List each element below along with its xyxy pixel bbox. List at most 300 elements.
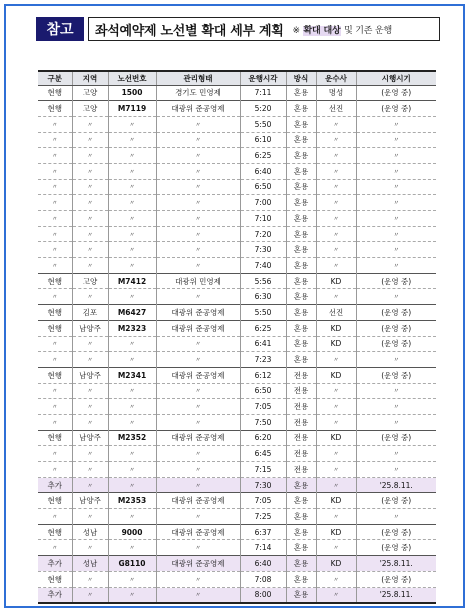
- cell-route-number: 〃: [108, 399, 156, 415]
- title-note: [293, 23, 392, 36]
- cell-region: 〃: [72, 414, 108, 430]
- cell-start-date: (운영 중): [356, 320, 436, 336]
- cell-category: 현행: [38, 524, 72, 540]
- cell-start-date: 〃: [356, 195, 436, 211]
- cell-management-type: 〃: [156, 446, 240, 462]
- table-row: [38, 587, 436, 603]
- cell-departure-time: 7:23: [240, 352, 286, 368]
- cell-departure-time: 6:20: [240, 430, 286, 446]
- cell-start-date: (운영 중): [356, 524, 436, 540]
- cell-management-type: 대광위 준공영제: [156, 524, 240, 540]
- cell-departure-time: 5:56: [240, 273, 286, 289]
- cell-route-number: 〃: [108, 571, 156, 587]
- cell-route-number: 〃: [108, 446, 156, 462]
- cell-departure-time: 7:20: [240, 226, 286, 242]
- cell-route-number: 〃: [108, 414, 156, 430]
- cell-mode: 전용: [286, 383, 316, 399]
- col-header-departure-time: 운행시각: [240, 71, 286, 85]
- cell-route-number: 〃: [108, 179, 156, 195]
- cell-mode: 혼용: [286, 477, 316, 493]
- cell-region: 〃: [72, 383, 108, 399]
- cell-category: 〃: [38, 211, 72, 227]
- cell-route-number: 〃: [108, 211, 156, 227]
- page-title: 좌석예약제 노선별 확대 세부 계획: [95, 23, 284, 39]
- cell-region: 〃: [72, 179, 108, 195]
- title-row: [36, 17, 440, 43]
- cell-start-date: 〃: [356, 242, 436, 258]
- cell-departure-time: 5:20: [240, 101, 286, 117]
- col-header-management-type: 관리형태: [156, 71, 240, 85]
- cell-departure-time: 7:30: [240, 477, 286, 493]
- cell-route-number: M2323: [108, 320, 156, 336]
- cell-operator: 〃: [316, 226, 356, 242]
- table-row: [38, 305, 436, 321]
- cell-start-date: (운영 중): [356, 540, 436, 556]
- cell-region: 〃: [72, 195, 108, 211]
- cell-operator: 〃: [316, 477, 356, 493]
- table-header-row: [38, 71, 436, 85]
- cell-region: 〃: [72, 587, 108, 603]
- cell-mode: 혼용: [286, 571, 316, 587]
- table-row: [38, 556, 436, 572]
- table-row: [38, 367, 436, 383]
- cell-region: 〃: [72, 148, 108, 164]
- cell-region: 〃: [72, 116, 108, 132]
- table-row: [38, 289, 436, 305]
- cell-category: 현행: [38, 273, 72, 289]
- cell-region: 고양: [72, 273, 108, 289]
- table-row: [38, 414, 436, 430]
- table-row: [38, 273, 436, 289]
- cell-route-number: M2352: [108, 430, 156, 446]
- cell-operator: 명성: [316, 85, 356, 101]
- cell-operator: 〃: [316, 179, 356, 195]
- cell-departure-time: 6:25: [240, 320, 286, 336]
- cell-start-date: (운영 중): [356, 85, 436, 101]
- cell-category: 〃: [38, 414, 72, 430]
- cell-category: 현행: [38, 85, 72, 101]
- cell-region: 〃: [72, 132, 108, 148]
- cell-management-type: 대광위 준공영제: [156, 430, 240, 446]
- cell-departure-time: 7:11: [240, 85, 286, 101]
- cell-start-date: (운영 중): [356, 571, 436, 587]
- cell-operator: 〃: [316, 383, 356, 399]
- cell-region: 〃: [72, 540, 108, 556]
- cell-departure-time: 7:14: [240, 540, 286, 556]
- cell-start-date: (운영 중): [356, 336, 436, 352]
- cell-management-type: 〃: [156, 116, 240, 132]
- col-header-start-date: 시행시기: [356, 71, 436, 85]
- cell-start-date: 〃: [356, 399, 436, 415]
- cell-region: 〃: [72, 163, 108, 179]
- cell-category: 〃: [38, 195, 72, 211]
- cell-departure-time: 7:08: [240, 571, 286, 587]
- cell-route-number: 〃: [108, 509, 156, 525]
- note-rest: 및 기존 운행: [344, 25, 392, 36]
- cell-start-date: 〃: [356, 446, 436, 462]
- cell-start-date: '25.8.11.: [356, 477, 436, 493]
- cell-operator: KD: [316, 524, 356, 540]
- cell-operator: 〃: [316, 242, 356, 258]
- cell-mode: 혼용: [286, 163, 316, 179]
- cell-mode: 혼용: [286, 587, 316, 603]
- cell-operator: 〃: [316, 211, 356, 227]
- cell-start-date: (운영 중): [356, 101, 436, 117]
- title-box: [88, 17, 440, 41]
- cell-route-number: 〃: [108, 148, 156, 164]
- table-row: [38, 101, 436, 117]
- cell-start-date: 〃: [356, 258, 436, 274]
- cell-mode: 혼용: [286, 273, 316, 289]
- cell-mode: 혼용: [286, 320, 316, 336]
- cell-departure-time: 7:00: [240, 195, 286, 211]
- cell-operator: 〃: [316, 446, 356, 462]
- cell-category: 추가: [38, 477, 72, 493]
- cell-route-number: 〃: [108, 587, 156, 603]
- cell-departure-time: 7:30: [240, 242, 286, 258]
- route-schedule-table: [38, 70, 436, 604]
- table-row: [38, 477, 436, 493]
- cell-management-type: 〃: [156, 148, 240, 164]
- cell-operator: 〃: [316, 462, 356, 478]
- cell-management-type: 대광위 민영제: [156, 273, 240, 289]
- cell-management-type: 대광위 준공영제: [156, 305, 240, 321]
- cell-management-type: 〃: [156, 211, 240, 227]
- cell-region: 남양주: [72, 493, 108, 509]
- cell-route-number: 1500: [108, 85, 156, 101]
- col-header-mode: 방식: [286, 71, 316, 85]
- cell-category: 〃: [38, 509, 72, 525]
- cell-region: 성남: [72, 556, 108, 572]
- cell-route-number: M6427: [108, 305, 156, 321]
- table-row: [38, 509, 436, 525]
- cell-region: 〃: [72, 462, 108, 478]
- cell-category: 〃: [38, 242, 72, 258]
- table-row: [38, 524, 436, 540]
- cell-region: 〃: [72, 399, 108, 415]
- cell-departure-time: 7:50: [240, 414, 286, 430]
- table-row: [38, 336, 436, 352]
- cell-management-type: 〃: [156, 132, 240, 148]
- cell-region: 남양주: [72, 320, 108, 336]
- cell-route-number: 〃: [108, 289, 156, 305]
- cell-start-date: (운영 중): [356, 367, 436, 383]
- table-row: [38, 399, 436, 415]
- cell-management-type: 대광위 준공영제: [156, 101, 240, 117]
- cell-mode: 혼용: [286, 116, 316, 132]
- cell-category: 〃: [38, 383, 72, 399]
- cell-region: 〃: [72, 242, 108, 258]
- cell-region: 〃: [72, 352, 108, 368]
- cell-management-type: 〃: [156, 352, 240, 368]
- cell-operator: 〃: [316, 116, 356, 132]
- cell-route-number: 〃: [108, 462, 156, 478]
- col-header-operator: 운수사: [316, 71, 356, 85]
- cell-route-number: M7119: [108, 101, 156, 117]
- cell-start-date: 〃: [356, 352, 436, 368]
- cell-start-date: 〃: [356, 163, 436, 179]
- cell-category: 〃: [38, 179, 72, 195]
- cell-operator: 선진: [316, 101, 356, 117]
- cell-departure-time: 6:40: [240, 163, 286, 179]
- cell-departure-time: 7:05: [240, 493, 286, 509]
- cell-operator: KD: [316, 367, 356, 383]
- table-row: [38, 242, 436, 258]
- cell-start-date: 〃: [356, 116, 436, 132]
- cell-region: 고양: [72, 85, 108, 101]
- cell-category: 〃: [38, 399, 72, 415]
- cell-management-type: 대광위 준공영제: [156, 367, 240, 383]
- cell-departure-time: 5:50: [240, 116, 286, 132]
- cell-mode: 혼용: [286, 305, 316, 321]
- cell-region: 〃: [72, 571, 108, 587]
- cell-route-number: 9000: [108, 524, 156, 540]
- cell-start-date: 〃: [356, 383, 436, 399]
- cell-mode: 혼용: [286, 195, 316, 211]
- cell-management-type: 〃: [156, 179, 240, 195]
- table-row: [38, 258, 436, 274]
- cell-region: 〃: [72, 226, 108, 242]
- cell-departure-time: 6:37: [240, 524, 286, 540]
- cell-category: 현행: [38, 571, 72, 587]
- cell-category: 현행: [38, 305, 72, 321]
- table-row: [38, 179, 436, 195]
- cell-operator: 〃: [316, 352, 356, 368]
- cell-category: 〃: [38, 226, 72, 242]
- cell-operator: KD: [316, 320, 356, 336]
- cell-departure-time: 7:25: [240, 509, 286, 525]
- cell-region: 〃: [72, 336, 108, 352]
- cell-start-date: (운영 중): [356, 273, 436, 289]
- cell-mode: 전용: [286, 399, 316, 415]
- cell-route-number: 〃: [108, 383, 156, 399]
- cell-operator: KD: [316, 493, 356, 509]
- cell-departure-time: 7:40: [240, 258, 286, 274]
- cell-route-number: 〃: [108, 132, 156, 148]
- cell-region: 고양: [72, 101, 108, 117]
- cell-mode: 전용: [286, 367, 316, 383]
- cell-region: 〃: [72, 289, 108, 305]
- cell-departure-time: 7:10: [240, 211, 286, 227]
- table-row: [38, 226, 436, 242]
- cell-start-date: '25.8.11.: [356, 556, 436, 572]
- table-row: [38, 383, 436, 399]
- cell-operator: 〃: [316, 289, 356, 305]
- cell-operator: 〃: [316, 148, 356, 164]
- cell-departure-time: 6:30: [240, 289, 286, 305]
- table-row: [38, 163, 436, 179]
- note-mark: ※: [292, 25, 300, 36]
- cell-management-type: 〃: [156, 414, 240, 430]
- cell-management-type: 〃: [156, 163, 240, 179]
- table-row: [38, 195, 436, 211]
- cell-region: 〃: [72, 509, 108, 525]
- cell-route-number: 〃: [108, 163, 156, 179]
- col-header-category: 구분: [38, 71, 72, 85]
- cell-operator: 〃: [316, 163, 356, 179]
- cell-start-date: 〃: [356, 414, 436, 430]
- table-row: [38, 446, 436, 462]
- table-row: [38, 430, 436, 446]
- cell-route-number: M2341: [108, 367, 156, 383]
- cell-mode: 혼용: [286, 540, 316, 556]
- cell-category: 〃: [38, 116, 72, 132]
- cell-category: 현행: [38, 320, 72, 336]
- cell-operator: 〃: [316, 414, 356, 430]
- cell-region: 남양주: [72, 367, 108, 383]
- cell-mode: 전용: [286, 446, 316, 462]
- cell-operator: 〃: [316, 509, 356, 525]
- cell-operator: KD: [316, 273, 356, 289]
- cell-management-type: 〃: [156, 540, 240, 556]
- cell-route-number: G8110: [108, 556, 156, 572]
- cell-mode: 전용: [286, 430, 316, 446]
- cell-mode: 전용: [286, 414, 316, 430]
- cell-management-type: 〃: [156, 571, 240, 587]
- cell-category: 현행: [38, 367, 72, 383]
- cell-route-number: 〃: [108, 540, 156, 556]
- cell-operator: 〃: [316, 571, 356, 587]
- cell-management-type: 〃: [156, 509, 240, 525]
- cell-category: 〃: [38, 336, 72, 352]
- cell-departure-time: 6:10: [240, 132, 286, 148]
- cell-operator: 〃: [316, 540, 356, 556]
- cell-operator: 〃: [316, 399, 356, 415]
- cell-category: 〃: [38, 163, 72, 179]
- cell-operator: 〃: [316, 587, 356, 603]
- cell-start-date: 〃: [356, 509, 436, 525]
- cell-mode: 혼용: [286, 336, 316, 352]
- cell-mode: 혼용: [286, 352, 316, 368]
- table-row: [38, 493, 436, 509]
- cell-region: 〃: [72, 211, 108, 227]
- cell-region: 성남: [72, 524, 108, 540]
- cell-route-number: 〃: [108, 242, 156, 258]
- cell-management-type: 경기도 민영제: [156, 85, 240, 101]
- table-row: [38, 85, 436, 101]
- cell-management-type: 〃: [156, 336, 240, 352]
- table-row: [38, 148, 436, 164]
- table-row: [38, 320, 436, 336]
- cell-departure-time: 6:41: [240, 336, 286, 352]
- cell-departure-time: 6:50: [240, 383, 286, 399]
- cell-departure-time: 7:05: [240, 399, 286, 415]
- table-body: [38, 85, 436, 603]
- cell-management-type: 대광위 준공영제: [156, 556, 240, 572]
- cell-route-number: 〃: [108, 195, 156, 211]
- cell-category: 현행: [38, 430, 72, 446]
- cell-management-type: 〃: [156, 242, 240, 258]
- cell-management-type: 대광위 준공영제: [156, 320, 240, 336]
- cell-category: 〃: [38, 446, 72, 462]
- cell-operator: 〃: [316, 195, 356, 211]
- cell-mode: 혼용: [286, 509, 316, 525]
- table-row: [38, 116, 436, 132]
- cell-mode: 혼용: [286, 148, 316, 164]
- cell-start-date: (운영 중): [356, 493, 436, 509]
- cell-route-number: M2353: [108, 493, 156, 509]
- cell-start-date: '25.8.11.: [356, 587, 436, 603]
- cell-category: 〃: [38, 540, 72, 556]
- cell-management-type: 〃: [156, 289, 240, 305]
- cell-start-date: (운영 중): [356, 430, 436, 446]
- cell-category: 현행: [38, 101, 72, 117]
- cell-management-type: 〃: [156, 462, 240, 478]
- cell-management-type: 〃: [156, 226, 240, 242]
- note-highlight: 확대 대상: [303, 25, 341, 36]
- cell-operator: KD: [316, 556, 356, 572]
- cell-route-number: 〃: [108, 336, 156, 352]
- cell-category: 〃: [38, 352, 72, 368]
- cell-departure-time: 6:40: [240, 556, 286, 572]
- cell-region: 〃: [72, 477, 108, 493]
- cell-start-date: 〃: [356, 179, 436, 195]
- table-row: [38, 571, 436, 587]
- cell-departure-time: 7:15: [240, 462, 286, 478]
- cell-operator: 〃: [316, 132, 356, 148]
- cell-mode: 혼용: [286, 179, 316, 195]
- cell-route-number: 〃: [108, 226, 156, 242]
- cell-operator: KD: [316, 430, 356, 446]
- cell-start-date: 〃: [356, 211, 436, 227]
- cell-mode: 혼용: [286, 556, 316, 572]
- cell-departure-time: 6:50: [240, 179, 286, 195]
- cell-mode: 혼용: [286, 101, 316, 117]
- cell-start-date: (운영 중): [356, 305, 436, 321]
- cell-operator: KD: [316, 336, 356, 352]
- cell-mode: 혼용: [286, 85, 316, 101]
- cell-category: 추가: [38, 556, 72, 572]
- cell-mode: 혼용: [286, 242, 316, 258]
- cell-mode: 전용: [286, 462, 316, 478]
- cell-start-date: 〃: [356, 462, 436, 478]
- cell-departure-time: 8:00: [240, 587, 286, 603]
- cell-mode: 혼용: [286, 258, 316, 274]
- title-badge: 참고: [36, 17, 84, 41]
- cell-management-type: 〃: [156, 587, 240, 603]
- cell-management-type: 〃: [156, 195, 240, 211]
- cell-region: 김포: [72, 305, 108, 321]
- cell-region: 〃: [72, 446, 108, 462]
- table-row: [38, 211, 436, 227]
- cell-mode: 혼용: [286, 132, 316, 148]
- table-row: [38, 540, 436, 556]
- table-row: [38, 132, 436, 148]
- cell-mode: 혼용: [286, 524, 316, 540]
- cell-departure-time: 6:12: [240, 367, 286, 383]
- cell-route-number: 〃: [108, 352, 156, 368]
- cell-management-type: 대광위 준공영제: [156, 493, 240, 509]
- col-header-region: 지역: [72, 71, 108, 85]
- cell-route-number: 〃: [108, 116, 156, 132]
- cell-mode: 혼용: [286, 289, 316, 305]
- col-header-route-number: 노선번호: [108, 71, 156, 85]
- cell-category: 〃: [38, 258, 72, 274]
- cell-operator: 선진: [316, 305, 356, 321]
- cell-category: 〃: [38, 289, 72, 305]
- cell-category: 〃: [38, 148, 72, 164]
- cell-departure-time: 6:45: [240, 446, 286, 462]
- cell-start-date: 〃: [356, 148, 436, 164]
- cell-start-date: 〃: [356, 132, 436, 148]
- table-row: [38, 352, 436, 368]
- cell-region: 남양주: [72, 430, 108, 446]
- cell-route-number: M7412: [108, 273, 156, 289]
- cell-management-type: 〃: [156, 477, 240, 493]
- cell-route-number: 〃: [108, 258, 156, 274]
- cell-management-type: 〃: [156, 258, 240, 274]
- cell-category: 추가: [38, 587, 72, 603]
